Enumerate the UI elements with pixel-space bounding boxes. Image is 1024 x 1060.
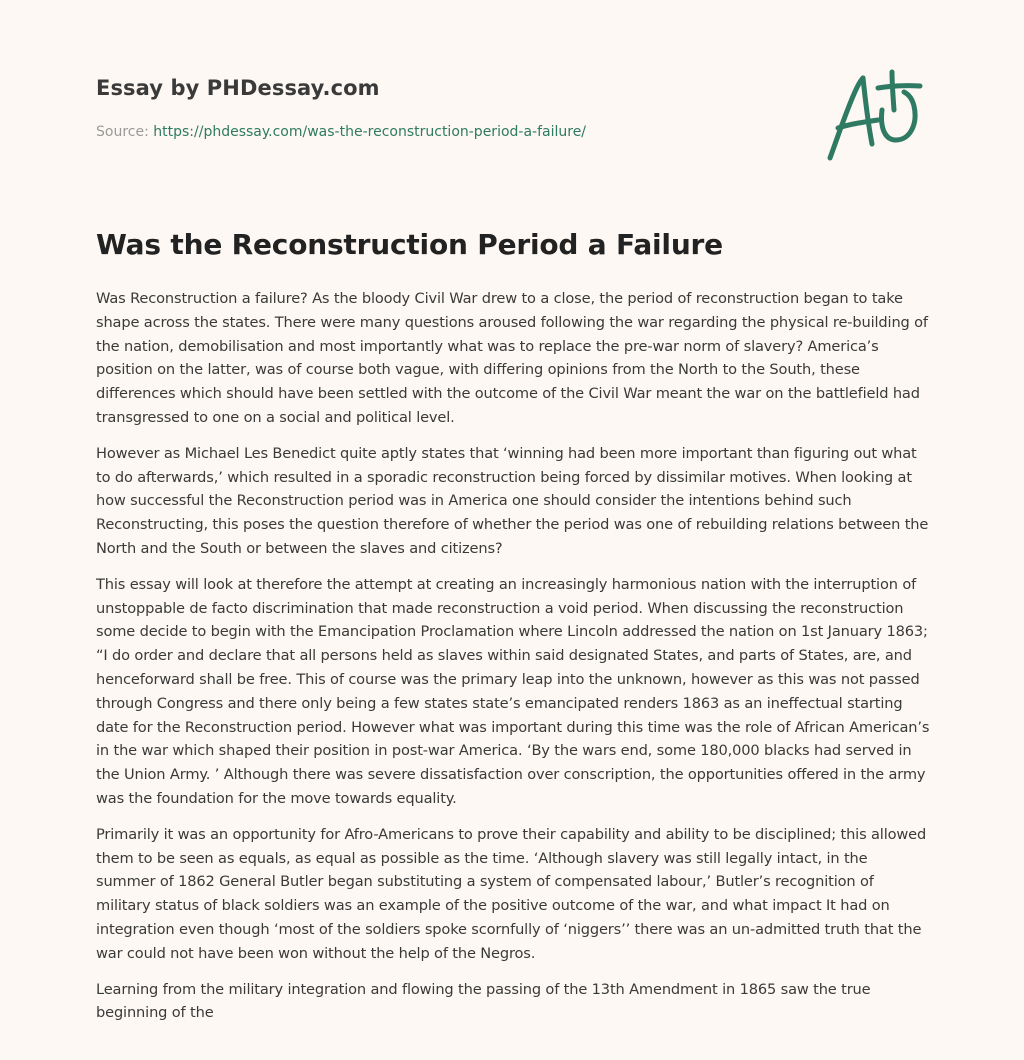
source-link[interactable]: https://phdessay.com/was-the-reconstruction-period-a-failure/	[153, 124, 587, 140]
source-line	[96, 124, 586, 140]
essay-paragraph: Primarily it was an opportunity for Afro-Americans to prove their capability and ability to be disciplined; this allowed them to be seen as equals, as equal as possible as the time. ‘Although slavery was still legally intact, in the summer of 1862 General Butler began substituting a system of compensated labour,’ Butler’s recognition of military status of black soldiers was an example of the positive outcome of the war, and what impact It had on integration even though ‘most of the soldiers spoke scornfully of ‘niggers’’ there was an un-admitted truth that the war could not have been won without the help of the Negros.	[96, 825, 927, 962]
essay-article	[96, 225, 930, 1037]
a-plus-logo-icon	[824, 66, 928, 166]
essay-paragraph: Learning from the military integration and flowing the passing of the 13th Amendment in 1865 saw the true beginning of the	[96, 980, 871, 1022]
essay-paragraph: However as Michael Les Benedict quite aptly states that ‘winning had been more important than figuring out what to do afterwards,’ which resulted in a sporadic reconstruction being forced by dissimilar motives. When looking at how successful the Reconstruction period was in America one should consider the intentions behind such Reconstructing, this poses the question therefore of whether the period was one of rebuilding relations between the North and the South or between the slaves and citizens?	[96, 444, 929, 557]
site-title: Essay by PHDessay.com	[96, 76, 380, 100]
essay-paragraph: Was Reconstruction a failure? As the bloody Civil War drew to a close, the period of reconstruction began to take shape across the states. There were many questions aroused following the war regarding the physical re-building of the nation, demobilisation and most importantly what was to replace the pre-war norm of slavery? America’s position on the latter, was of course both vague, with differing opinions from the North to the South, these differences which should have been settled with the outcome of the Civil War meant the war on the battlefield had transgressed to one on a social and political level.	[96, 290, 928, 426]
essay-paragraph: This essay will look at therefore the attempt at creating an increasingly harmonious nation with the interruption of unstoppable de facto discrimination that made reconstruction a void period. When discussing the reconstruction some decide to begin with the Emancipation Proclamation where Lincoln addressed the nation on 1st January 1863; “I do order and declare that all persons held as slaves within said designated States, and parts of States, are, and henceforward shall be free. This of course was the primary leap into the unknown, however as this was not passed through Congress and there only being a few states state’s emancipated renders 1863 as an ineffectual starting date for the Reconstruction period. However what was important during this time was the role of African American’s in the war which shaped their position in post-war America. ‘By the wars end, some 180,000 blacks had served in the Union Army. ’ Although there was severe dissatisfaction over conscription, the opportunities offered in the army was the foundation for the move towards equality.	[96, 575, 930, 807]
source-label: Source:	[96, 124, 149, 140]
essay-title: Was the Reconstruction Period a Failure	[96, 228, 723, 261]
page-header	[96, 0, 928, 200]
